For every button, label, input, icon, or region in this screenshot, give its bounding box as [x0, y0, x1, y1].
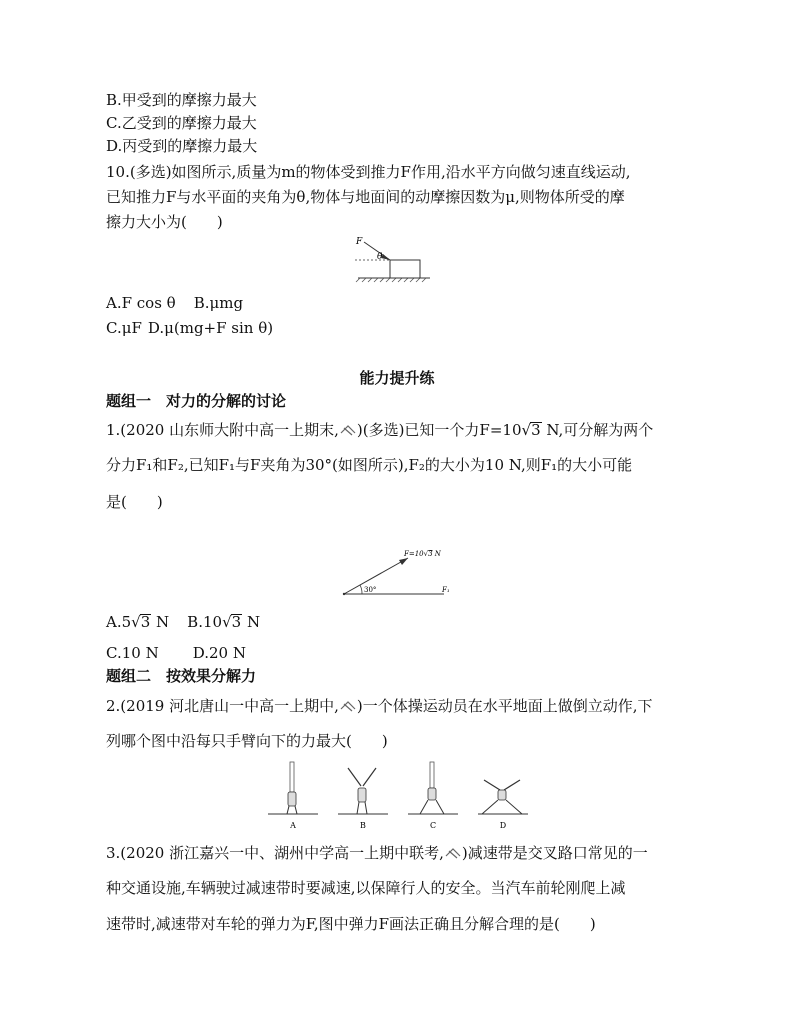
q10-figure	[350, 234, 440, 284]
q1-line3: 是( )	[106, 493, 163, 511]
group-two-heading: 题组二 按效果分解力	[106, 667, 257, 685]
q1-line1	[106, 420, 653, 440]
f1-label: F₁	[442, 586, 450, 594]
q1-options-ab	[106, 612, 260, 632]
q1-text-post: N,可分解为两个	[541, 421, 654, 439]
f-arrowhead	[399, 558, 408, 565]
figure-b-label: B	[360, 821, 366, 830]
q2-figures	[266, 760, 528, 832]
origin-point	[343, 593, 345, 595]
ground-hatch	[356, 278, 426, 282]
f-label: F=10√3 N	[404, 550, 441, 558]
section-title: 能力提升练	[359, 369, 435, 387]
q3-line2: 种交通设施,车辆驶过减速带时要减速,以保障行人的安全。当汽车前轮刚爬上减	[106, 879, 626, 897]
q10-line1: 10.(多选)如图所示,质量为m的物体受到推力F作用,沿水平方向做匀速直线运动,	[106, 163, 631, 181]
q10-options-cd	[106, 318, 273, 338]
q2-line2: 列哪个图中沿每只手臂向下的力最大( )	[106, 732, 388, 750]
q1-option-b: B.10√3 N	[187, 613, 261, 631]
q1-text-mid: )(多选)已知一个力F=10	[356, 421, 522, 439]
q3-text: )减速带是交叉路口常见的一	[461, 844, 648, 862]
q1-options-cd	[106, 643, 246, 663]
q1-sqrt-value: 3	[531, 421, 541, 439]
q10-option-c: C.μF	[106, 319, 142, 337]
q1-source: 1.(2020 山东师大附中高一上期末,	[106, 421, 339, 439]
q10-option-b: B.μmg	[193, 294, 244, 312]
figure-a	[268, 762, 318, 814]
figure-b	[338, 768, 388, 814]
group-one-heading: 题组一 对力的分解的讨论	[106, 392, 287, 410]
angle-arc	[360, 585, 362, 594]
q1-option-a: A.5√3 N	[106, 613, 170, 631]
option-b-prev: B.甲受到的摩擦力最大	[106, 91, 257, 109]
q1-line2: 分力F₁和F₂,已知F₁与F夹角为30°(如图所示),F₂的大小为10 N,则F₁的大小可能	[106, 456, 633, 474]
angle-label: 30°	[364, 586, 377, 594]
q10-option-a: A.F cos θ	[106, 294, 176, 312]
figure-d-label: D	[499, 821, 507, 830]
q1-option-c: C.10 N	[106, 644, 159, 662]
q3-line1	[106, 843, 648, 863]
difficulty-star-icon	[339, 699, 357, 713]
q10-line2: 已知推力F与水平面的夹角为θ,物体与地面间的动摩擦因数为μ,则物体所受的摩	[106, 188, 625, 206]
q3-source: 3.(2020 浙江嘉兴一中、湖州中学高一上期中联考,	[106, 844, 444, 862]
q3-line3: 速带时,减速带对车轮的弹力为F,图中弹力F画法正确且分解合理的是( )	[106, 915, 596, 933]
difficulty-star-icon	[444, 846, 462, 860]
option-c-prev: C.乙受到的摩擦力最大	[106, 114, 257, 132]
q1-figure	[336, 540, 466, 600]
block	[390, 260, 420, 278]
figure-d	[478, 780, 528, 814]
q2-source: 2.(2019 河北唐山一中高一上期中,	[106, 697, 339, 715]
figure-c-label: C	[429, 821, 437, 830]
option-d-prev: D.丙受到的摩擦力最大	[106, 137, 258, 155]
figure-c	[408, 762, 458, 814]
label-theta: θ	[377, 252, 383, 262]
difficulty-star-icon	[339, 423, 357, 437]
q10-option-d: D.μ(mg+F sin θ)	[147, 319, 274, 337]
sqrt-sign: √	[521, 421, 532, 439]
q2-line1	[106, 696, 653, 716]
q10-options-ab	[106, 293, 243, 313]
figure-a-label: A	[290, 821, 296, 830]
q10-line3: 擦力大小为( )	[106, 213, 223, 231]
q2-text: )一个体操运动员在水平地面上做倒立动作,下	[356, 697, 653, 715]
q1-option-d: D.20 N	[192, 644, 246, 662]
label-f: F	[356, 237, 363, 247]
